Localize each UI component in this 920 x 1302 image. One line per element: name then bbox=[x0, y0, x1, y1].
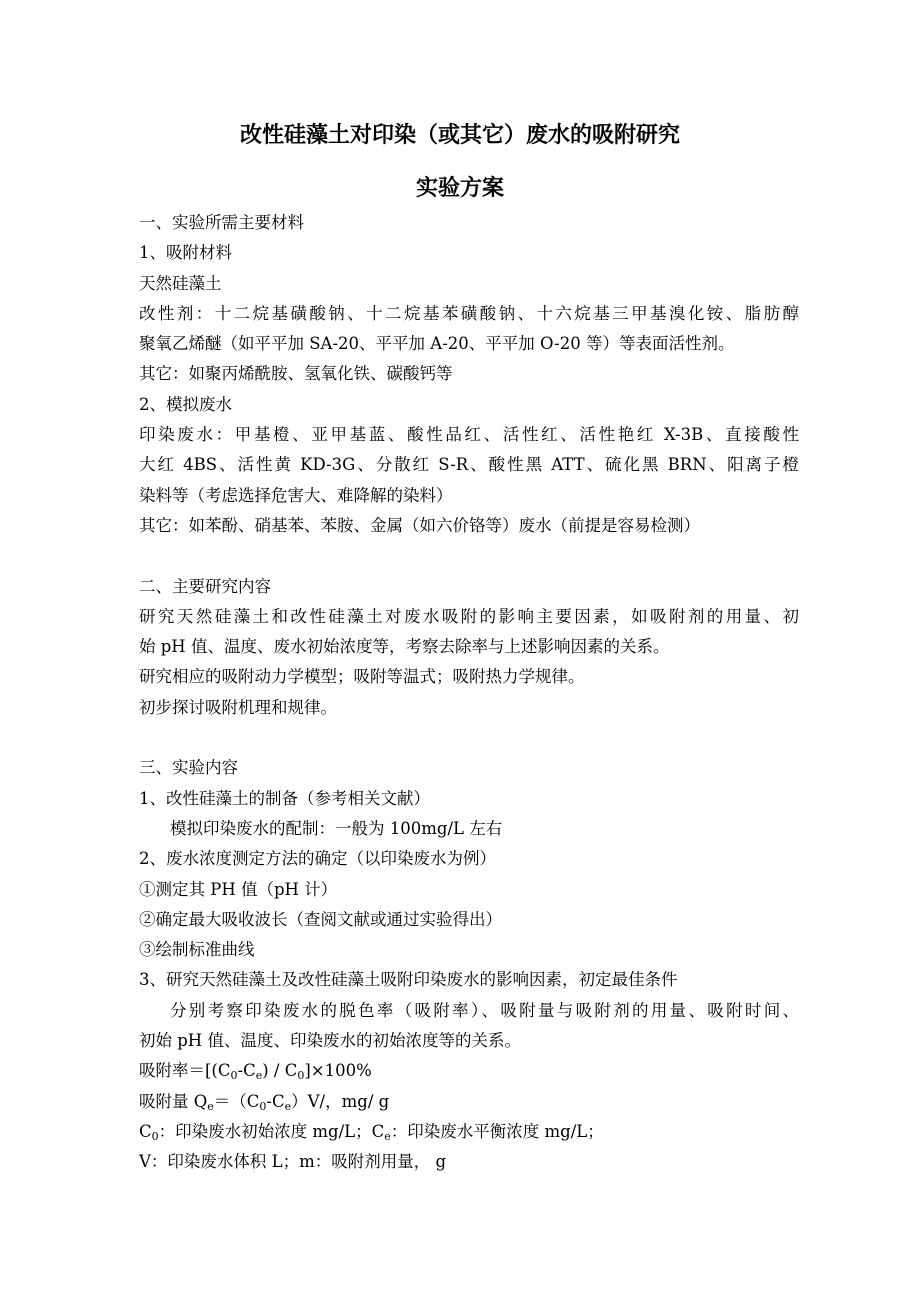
text-research-line-1: 研究天然硅藻土和改性硅藻土对废水吸附的影响主要因素，如吸附剂的用量、初 bbox=[139, 606, 799, 626]
text-dye-line-3: 染料等（考虑选择危害大、难降解的染料） bbox=[139, 485, 453, 505]
text-step-ph: ①测定其 PH 值（pH 计） bbox=[139, 879, 338, 899]
text-dye-line-1: 印染废水：甲基橙、亚甲基蓝、酸性品红、活性红、活性艳红 X-3B、直接酸性 bbox=[139, 425, 799, 445]
text-other-materials: 其它：如聚丙烯酰胺、氢氧化铁、碳酸钙等 bbox=[139, 364, 453, 384]
text-item-concentration-method: 2、废水浓度测定方法的确定（以印染废水为例） bbox=[139, 849, 496, 869]
text-factors-line-2: 初始 pH 值、温度、印染废水的初始浓度等的关系。 bbox=[139, 1031, 521, 1051]
spacer bbox=[139, 541, 799, 571]
text-modifier-line-1: 改性剂：十二烷基磺酸钠、十二烷基苯磺酸钠、十六烷基三甲基溴化铵、脂肪醇 bbox=[139, 303, 799, 323]
section-heading-experiment: 三、实验内容 bbox=[139, 758, 238, 778]
document-body bbox=[139, 208, 799, 1178]
document-subtitle: 实验方案 bbox=[415, 175, 504, 201]
text-symbol-definitions-2: V：印染废水体积 L；m：吸附剂用量， g bbox=[139, 1152, 447, 1172]
text-symbol-definitions-1: $C_0$：印染废水初始浓度 mg/L；$C_e$：印染废水平衡浓度 mg/L； bbox=[139, 1121, 604, 1143]
text-research-mechanism: 初步探讨吸附机理和规律。 bbox=[139, 697, 337, 717]
text-research-kinetics: 研究相应的吸附动力学模型；吸附等温式；吸附热力学规律。 bbox=[139, 667, 585, 687]
document-title: 改性硅藻土对印染（或其它）废水的吸附研究 bbox=[239, 122, 680, 148]
text-factors-line-1: 分别考察印染废水的脱色率（吸附率）、吸附量与吸附剂的用量、吸附时间、 bbox=[170, 1000, 799, 1020]
text-natural-diatomite: 天然硅藻土 bbox=[139, 273, 222, 293]
subheading-adsorbent: 1、吸附材料 bbox=[139, 243, 232, 263]
text-step-wavelength: ②确定最大吸收波长（查阅文献或通过实验得出） bbox=[139, 909, 502, 929]
text-item-preparation: 1、改性硅藻土的制备（参考相关文献） bbox=[139, 788, 430, 808]
formula-adsorption-capacity: 吸附量 $Q_e=(C_0-C_e)V/$，mg/ g bbox=[139, 1091, 390, 1113]
subheading-simulated-wastewater: 2、模拟废水 bbox=[139, 394, 232, 414]
text-modifier-line-2: 聚氧乙烯醚（如平平加 SA-20、平平加 A-20、平平加 O-20 等）等表面活性剂。 bbox=[139, 334, 735, 354]
text-dye-line-2: 大红 4BS、活性黄 KD-3G、分散红 S-R、酸性黑 ATT、硫化黑 BRN、阳离子橙 bbox=[139, 455, 799, 475]
text-item-factors: 3、研究天然硅藻土及改性硅藻土吸附印染废水的影响因素，初定最佳条件 bbox=[139, 970, 678, 990]
section-heading-research: 二、主要研究内容 bbox=[139, 576, 271, 596]
text-research-line-2: 始 pH 值、温度、废水初始浓度等，考察去除率与上述影响因素的关系。 bbox=[139, 637, 670, 657]
text-other-wastewater: 其它：如苯酚、硝基苯、苯胺、金属（如六价铬等）废水（前提是容易检测） bbox=[139, 515, 700, 535]
section-heading-materials: 一、实验所需主要材料 bbox=[139, 213, 304, 232]
formula-adsorption-rate: 吸附率$=[(C_0-C_e) / C_0]\times 100\%$ bbox=[139, 1061, 372, 1083]
text-item-preparation-note: 模拟印染废水的配制：一般为 100mg/L 左右 bbox=[170, 818, 503, 838]
spacer bbox=[139, 723, 799, 753]
text-step-standard-curve: ③绘制标准曲线 bbox=[139, 940, 255, 960]
